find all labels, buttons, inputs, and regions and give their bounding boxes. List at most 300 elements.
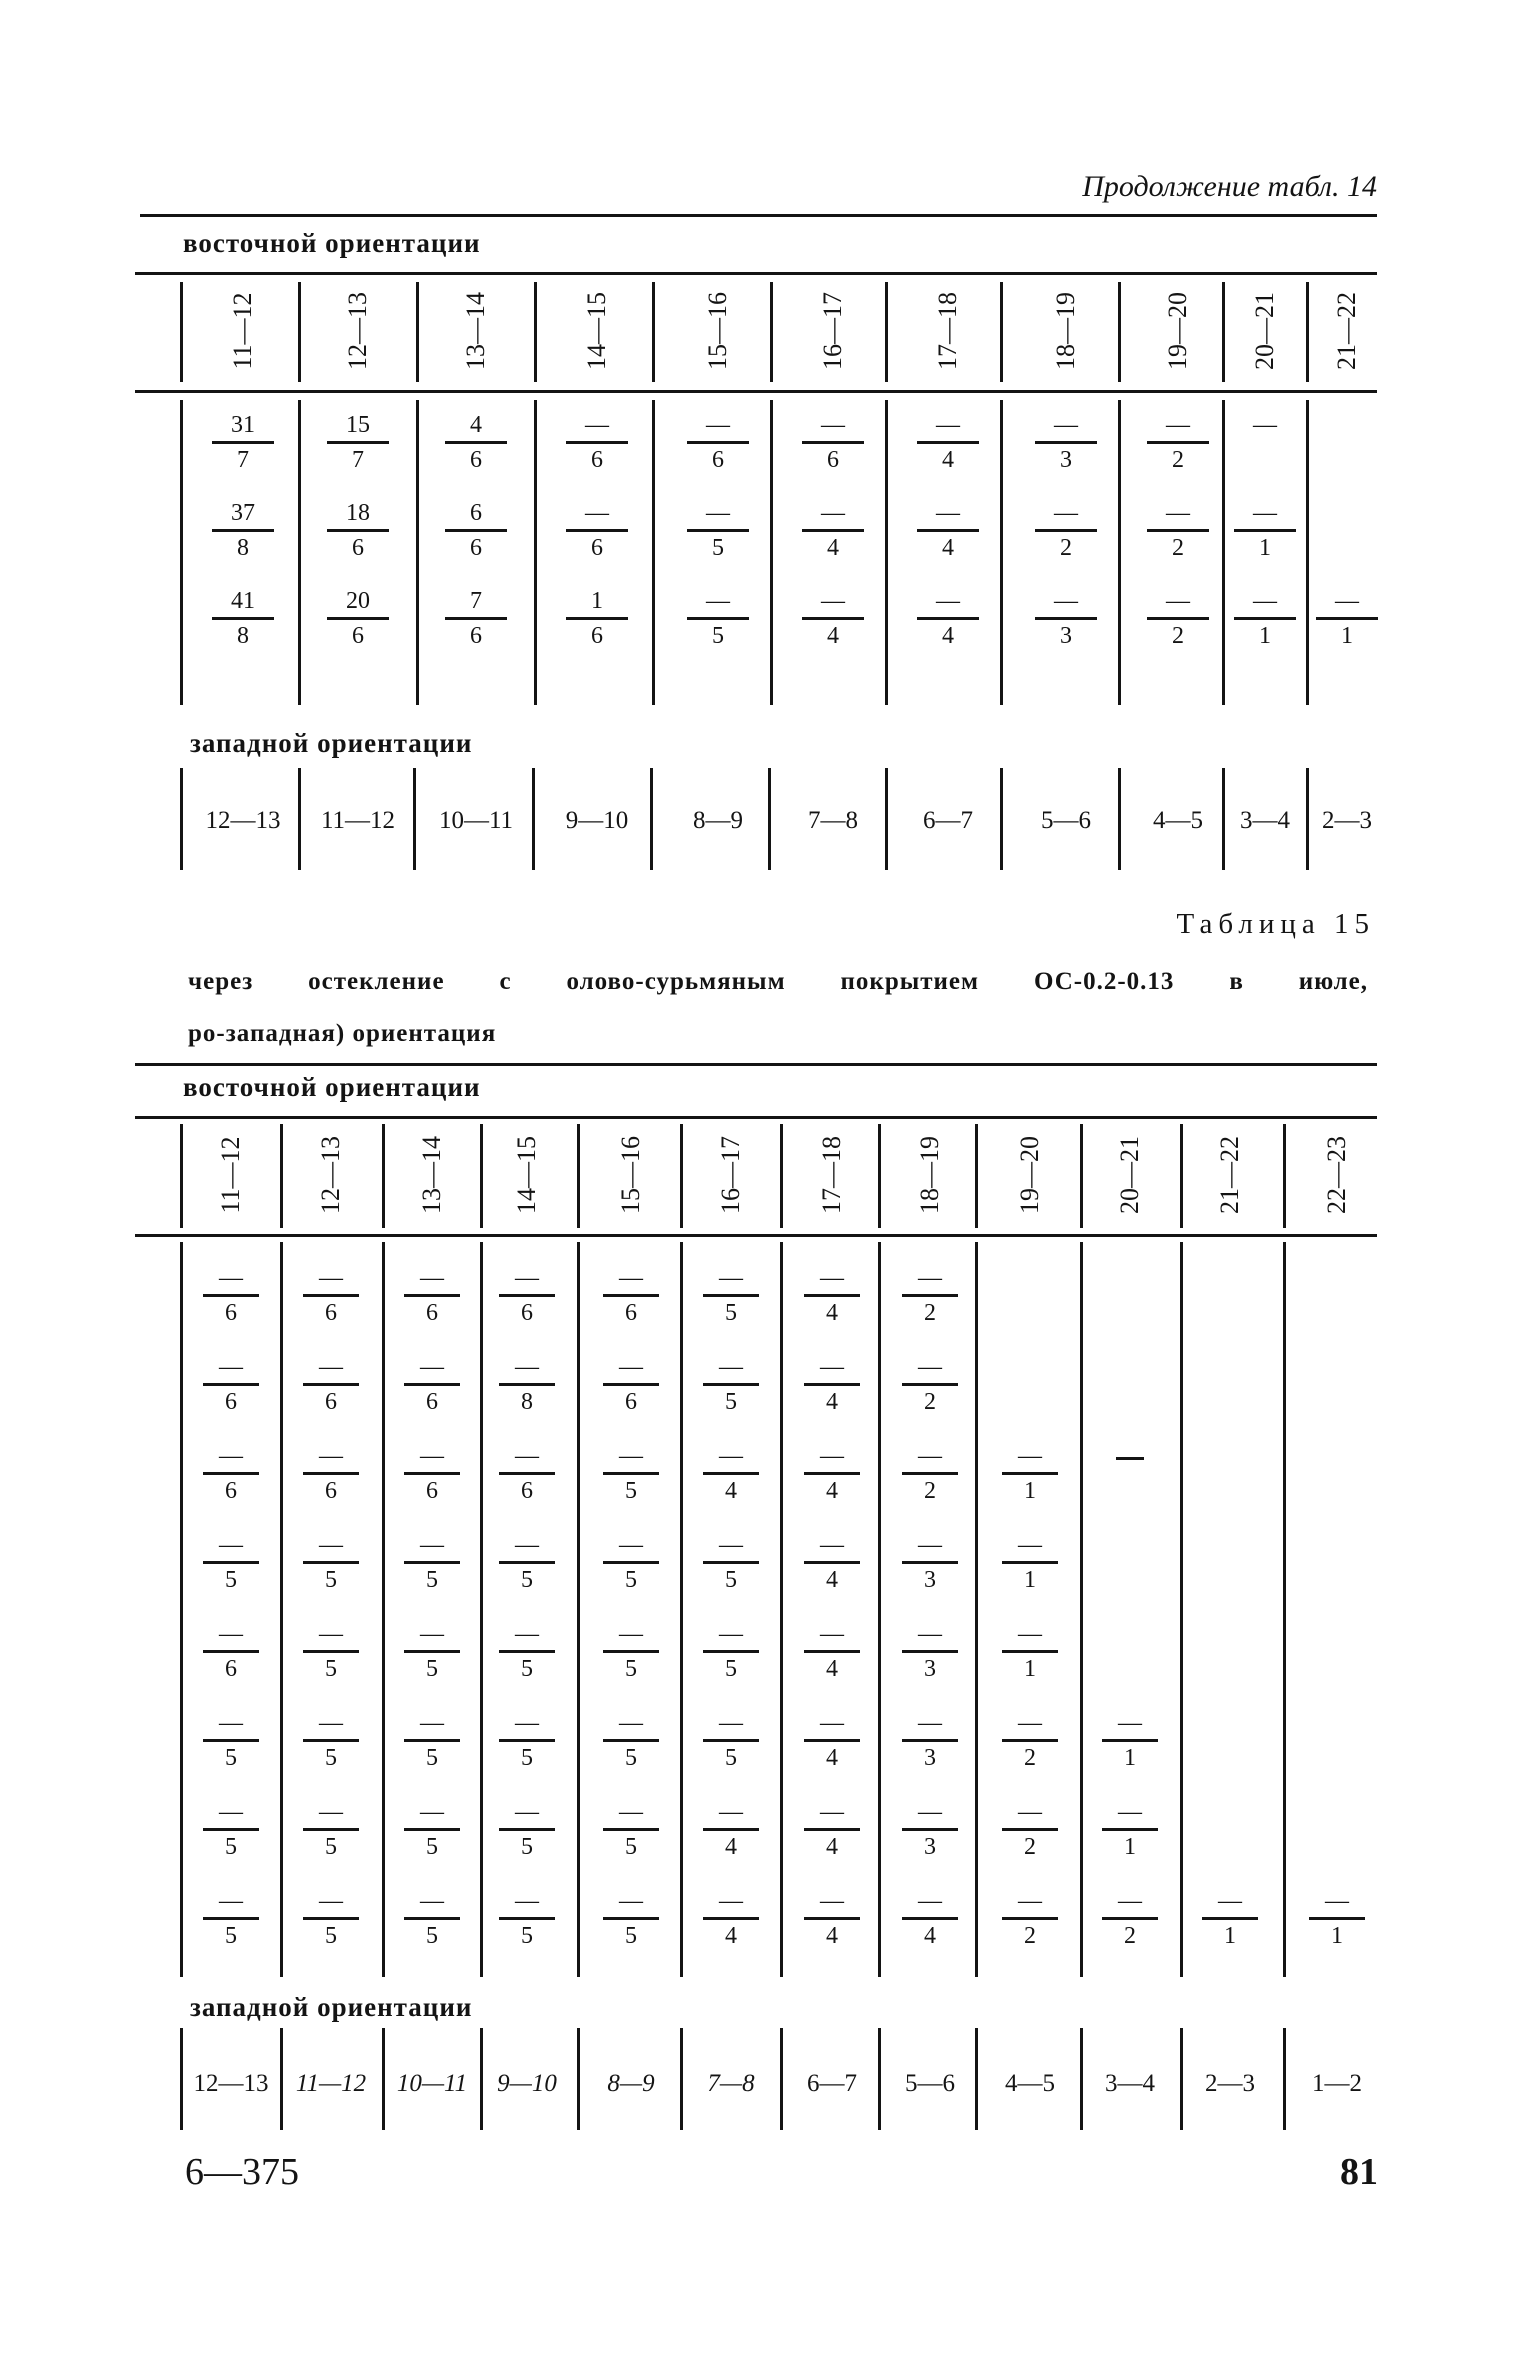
- table14-cell: [1234, 500, 1296, 561]
- table15-column-divider: [780, 1242, 783, 1977]
- table15-cell-numerator-dash: —: [319, 1532, 343, 1558]
- table14-cell: [212, 412, 274, 473]
- table15-cell: [603, 1621, 659, 1682]
- table15-fraction-bar: [902, 1294, 958, 1297]
- table15-cell: [1102, 1710, 1158, 1771]
- table15-cell-denominator: 1: [1124, 1834, 1136, 1860]
- table14-cell: [687, 588, 749, 649]
- table15-cell-numerator-dash: —: [820, 1265, 844, 1291]
- table14-east-label: восточной ориентации: [183, 228, 481, 258]
- table15-cell: [499, 1621, 555, 1682]
- table15-cell-denominator: 6: [625, 1300, 637, 1326]
- table15-fraction-bar: [703, 1383, 759, 1386]
- table15-cell-denominator: 6: [325, 1300, 337, 1326]
- table14-west-hour: 11—12: [320, 807, 396, 834]
- table15-fraction-bar: [404, 1917, 460, 1920]
- table14-fraction-bar: [445, 529, 507, 532]
- table15-cell: [404, 1443, 460, 1504]
- table15-cell-denominator: 3: [924, 1745, 936, 1771]
- table14-cell: [1035, 412, 1097, 473]
- table14-cell-numerator: —: [821, 588, 845, 614]
- table14-cell-numerator: —: [936, 412, 960, 438]
- table15-west-divider: [1283, 2028, 1286, 2130]
- table15-cell-denominator: 4: [725, 1923, 737, 1949]
- table15-fraction-bar: [804, 1383, 860, 1386]
- table15-column-divider: [577, 1242, 580, 1977]
- table15-cell-numerator-dash: —: [1218, 1888, 1242, 1914]
- table14-header-divider: [180, 282, 183, 382]
- table14-hour-header: 21—22: [1332, 292, 1361, 370]
- table15-cell-denominator: 1: [1024, 1656, 1036, 1682]
- table15-cell-numerator-dash: —: [515, 1443, 539, 1469]
- table14-cell-denominator: 2: [1172, 447, 1184, 473]
- table15-cell-numerator-dash: —: [219, 1888, 243, 1914]
- table14-cell-numerator: —: [706, 412, 730, 438]
- table15-cell-denominator: 5: [426, 1745, 438, 1771]
- table15-cell-denominator: 1: [1024, 1567, 1036, 1593]
- table15-cell: [603, 1354, 659, 1415]
- table15-dash-cell: [1116, 1457, 1144, 1460]
- table15-cell-numerator-dash: —: [918, 1710, 942, 1736]
- table15-cell-numerator-dash: —: [918, 1532, 942, 1558]
- table15-header-divider: [975, 1124, 978, 1228]
- table14-fraction-bar: [917, 529, 979, 532]
- table14-cell-numerator: —: [1054, 412, 1078, 438]
- table15-hour-header: 15—16: [616, 1136, 645, 1214]
- table15-cell-denominator: 4: [725, 1478, 737, 1504]
- table14-fraction-bar: [917, 441, 979, 444]
- table15-cell-denominator: 5: [725, 1389, 737, 1415]
- table15-fraction-bar: [303, 1383, 359, 1386]
- table15-fraction-bar: [404, 1383, 460, 1386]
- table15-cell: [1002, 1888, 1058, 1949]
- table15-cell-numerator-dash: —: [420, 1443, 444, 1469]
- table15-fraction-bar: [1102, 1739, 1158, 1742]
- table15-west-hour: 5—6: [905, 2070, 955, 2097]
- table15-cell: [902, 1799, 958, 1860]
- table15-cell-denominator: 2: [924, 1478, 936, 1504]
- table15-cell-numerator-dash: —: [1325, 1888, 1349, 1914]
- table15-cell: [404, 1265, 460, 1326]
- table15-cell: [603, 1265, 659, 1326]
- table14-fraction-bar: [327, 617, 389, 620]
- table15-cell: [804, 1799, 860, 1860]
- table14-cell-numerator: —: [1054, 500, 1078, 526]
- table15-fraction-bar: [804, 1472, 860, 1475]
- table14-cell-denominator: 6: [470, 447, 482, 473]
- table14-cell-denominator: 7: [237, 447, 249, 473]
- table14-west-hour: 3—4: [1240, 807, 1290, 834]
- table15-fraction-bar: [203, 1739, 259, 1742]
- table15-fraction-bar: [603, 1561, 659, 1564]
- table14-cell-numerator: 31: [231, 412, 255, 438]
- table15-fraction-bar: [499, 1294, 555, 1297]
- table14-west-hour: 4—5: [1153, 807, 1203, 834]
- table14-cell-denominator: 8: [237, 623, 249, 649]
- table15-cell: [603, 1443, 659, 1504]
- table15-west-hour: 10—11: [396, 2070, 468, 2097]
- table15-cell-denominator: 5: [325, 1923, 337, 1949]
- table14-fraction-bar: [566, 529, 628, 532]
- table14-cell-denominator: 5: [712, 535, 724, 561]
- page-number: 81: [1340, 2151, 1378, 2193]
- table15-cell: [603, 1710, 659, 1771]
- table15-column-divider: [1180, 1242, 1183, 1977]
- table14-west-divider: [180, 768, 183, 870]
- table15-hour-header: 13—14: [417, 1136, 446, 1214]
- table14-cell: [327, 588, 389, 649]
- table14-fraction-bar: [445, 617, 507, 620]
- table15-fraction-bar: [203, 1650, 259, 1653]
- table15-cell: [203, 1532, 259, 1593]
- table15-rule-top: [135, 1063, 1377, 1066]
- table15-fraction-bar: [703, 1472, 759, 1475]
- table14-header-divider: [770, 282, 773, 382]
- table15-fraction-bar: [303, 1561, 359, 1564]
- table15-cell: [804, 1532, 860, 1593]
- table14-cell-numerator: —: [821, 412, 845, 438]
- table15-fraction-bar: [1002, 1917, 1058, 1920]
- table15-column-divider: [680, 1242, 683, 1977]
- table15-header-divider: [780, 1124, 783, 1228]
- table15-fraction-bar: [203, 1917, 259, 1920]
- table15-cell-numerator-dash: —: [918, 1354, 942, 1380]
- table15-cell: [404, 1621, 460, 1682]
- table14-cell: [1035, 500, 1097, 561]
- table14-cell: [1147, 588, 1209, 649]
- table15-title: Таблица 15: [1176, 908, 1375, 940]
- table15-cell-denominator: 6: [225, 1478, 237, 1504]
- table15-cell-numerator-dash: —: [918, 1443, 942, 1469]
- table15-cell: [703, 1532, 759, 1593]
- table14-fraction-bar: [1035, 529, 1097, 532]
- table14-cell-denominator: 4: [827, 623, 839, 649]
- table14-cell-numerator: —: [1335, 588, 1359, 614]
- table15-cell: [603, 1888, 659, 1949]
- table15-west-hour: 1—2: [1312, 2070, 1362, 2097]
- table15-cell: [203, 1888, 259, 1949]
- table14-west-label: западной ориентации: [190, 728, 473, 758]
- table14-hour-header: 12—13: [343, 292, 372, 370]
- table15-west-hour: 11—12: [295, 2070, 367, 2097]
- table15-fraction-bar: [703, 1917, 759, 1920]
- table14-cell-denominator: 5: [712, 623, 724, 649]
- table15-west-divider: [577, 2028, 580, 2130]
- table15-cell: [1102, 1888, 1158, 1949]
- table14-cell-numerator: 7: [470, 588, 482, 614]
- table15-cell: [203, 1443, 259, 1504]
- table14-west-hour: 7—8: [808, 807, 858, 834]
- table15-cell: [404, 1799, 460, 1860]
- table15-cell-denominator: 5: [225, 1834, 237, 1860]
- table15-west-hour: 12—13: [193, 2070, 269, 2097]
- table15-cell-numerator-dash: —: [420, 1265, 444, 1291]
- table15-cell: [203, 1799, 259, 1860]
- table15-cell: [499, 1799, 555, 1860]
- table15-fraction-bar: [902, 1472, 958, 1475]
- table15-hour-header: 21—22: [1215, 1136, 1244, 1214]
- table15-cell-numerator-dash: —: [719, 1710, 743, 1736]
- table15-cell-denominator: 5: [625, 1478, 637, 1504]
- table15-hour-header: 11—12: [216, 1136, 245, 1214]
- table15-cell-numerator-dash: —: [820, 1532, 844, 1558]
- table15-column-divider: [480, 1242, 483, 1977]
- table15-cell: [703, 1888, 759, 1949]
- table15-cell-numerator-dash: —: [420, 1888, 444, 1914]
- table15-header-divider: [1180, 1124, 1183, 1228]
- table14-cell-numerator: 6: [470, 500, 482, 526]
- table15-column-divider: [382, 1242, 385, 1977]
- table15-caption-line1: через остекление с олово-сурьмяным покрытием ОС-0.2-0.13 в июле,: [188, 968, 1368, 995]
- table15-cell: [804, 1621, 860, 1682]
- table14-cell: [212, 588, 274, 649]
- table15-fraction-bar: [1002, 1739, 1058, 1742]
- table14-header-divider: [1118, 282, 1121, 382]
- table15-fraction-bar: [404, 1472, 460, 1475]
- table15-column-divider: [1080, 1242, 1083, 1977]
- table15-fraction-bar: [1002, 1828, 1058, 1831]
- table15-hour-header: 18—19: [915, 1136, 944, 1214]
- table15-cell-denominator: 5: [325, 1834, 337, 1860]
- table14-cell-denominator: 4: [942, 535, 954, 561]
- table15-cell-numerator-dash: —: [719, 1443, 743, 1469]
- table14-cell: [566, 412, 628, 473]
- table15-west-label: западной ориентации: [190, 1992, 473, 2022]
- table14-column-divider: [885, 400, 888, 705]
- table14-cell-denominator: 6: [712, 447, 724, 473]
- table15-cell-numerator-dash: —: [1118, 1888, 1142, 1914]
- table14-column-divider: [298, 400, 301, 705]
- table15-cell: [902, 1710, 958, 1771]
- table14-column-divider: [1118, 400, 1121, 705]
- table14-column-divider: [1306, 400, 1309, 705]
- table15-cell-denominator: 5: [725, 1300, 737, 1326]
- table15-cell-denominator: 5: [325, 1656, 337, 1682]
- table15-fraction-bar: [203, 1828, 259, 1831]
- table15-cell: [499, 1710, 555, 1771]
- table14-header-divider: [416, 282, 419, 382]
- table14-west-hour: 10—11: [438, 807, 514, 834]
- table15-cell-numerator-dash: —: [918, 1265, 942, 1291]
- table15-fraction-bar: [804, 1650, 860, 1653]
- table14-column-divider: [1000, 400, 1003, 705]
- table15-west-hour: 6—7: [807, 2070, 857, 2097]
- table14-fraction-bar: [802, 441, 864, 444]
- table15-cell-denominator: 2: [1024, 1923, 1036, 1949]
- top-rule: [140, 214, 1377, 217]
- table15-fraction-bar: [499, 1561, 555, 1564]
- table15-cell-denominator: 6: [521, 1300, 533, 1326]
- table15-cell: [499, 1265, 555, 1326]
- table15-fraction-bar: [804, 1561, 860, 1564]
- table15-cell-numerator-dash: —: [820, 1710, 844, 1736]
- table15-fraction-bar: [703, 1828, 759, 1831]
- table15-fraction-bar: [603, 1650, 659, 1653]
- table15-cell: [499, 1443, 555, 1504]
- table15-hour-header: 16—17: [716, 1136, 745, 1214]
- table14-fraction-bar: [1035, 617, 1097, 620]
- table15-cell-denominator: 3: [924, 1567, 936, 1593]
- table15-cell-denominator: 1: [1331, 1923, 1343, 1949]
- table14-cell-numerator: —: [821, 500, 845, 526]
- table14-cell-numerator: —: [706, 500, 730, 526]
- table15-cell-numerator-dash: —: [719, 1888, 743, 1914]
- table15-west-hour: 9—10: [497, 2070, 557, 2097]
- table14-cell-numerator: 15: [346, 412, 370, 438]
- table14-cell-denominator: 6: [827, 447, 839, 473]
- table14-cell: [1316, 588, 1378, 649]
- table14-cell-denominator: 6: [352, 623, 364, 649]
- table14-column-divider: [652, 400, 655, 705]
- continuation-heading: Продолжение табл. 14: [1082, 170, 1377, 203]
- table15-cell: [703, 1799, 759, 1860]
- table15-west-hour: 3—4: [1105, 2070, 1155, 2097]
- table15-cell-numerator-dash: —: [319, 1621, 343, 1647]
- table14-cell: [327, 412, 389, 473]
- table14-west-hour: 9—10: [565, 807, 629, 834]
- table15-west-hour: 2—3: [1205, 2070, 1255, 2097]
- table15-header-divider: [680, 1124, 683, 1228]
- table15-cell: [303, 1888, 359, 1949]
- table15-cell-denominator: 2: [924, 1300, 936, 1326]
- table15-cell: [404, 1354, 460, 1415]
- table15-hour-header: 14—15: [512, 1136, 541, 1214]
- table15-cell-denominator: 1: [1224, 1923, 1236, 1949]
- table15-cell-denominator: 5: [426, 1567, 438, 1593]
- table15-fraction-bar: [404, 1561, 460, 1564]
- table15-cell: [1102, 1799, 1158, 1860]
- table14-fraction-bar: [566, 441, 628, 444]
- table15-cell-numerator-dash: —: [515, 1710, 539, 1736]
- table15-header-divider: [577, 1124, 580, 1228]
- table15-cell-numerator-dash: —: [820, 1621, 844, 1647]
- table15-cell-denominator: 3: [924, 1834, 936, 1860]
- table15-cell-numerator-dash: —: [719, 1799, 743, 1825]
- table15-cell-numerator-dash: —: [619, 1532, 643, 1558]
- table14-fraction-bar: [1147, 441, 1209, 444]
- table15-cell-numerator-dash: —: [719, 1265, 743, 1291]
- table15-cell-denominator: 5: [225, 1745, 237, 1771]
- table15-cell-numerator-dash: —: [319, 1354, 343, 1380]
- table14-fraction-bar: [687, 617, 749, 620]
- table14-cell: [445, 500, 507, 561]
- table15-hour-header: 12—13: [316, 1136, 345, 1214]
- table15-cell-denominator: 4: [826, 1567, 838, 1593]
- table15-cell-numerator-dash: —: [515, 1888, 539, 1914]
- table14-cell-denominator: 8: [237, 535, 249, 561]
- table14-fraction-bar: [327, 441, 389, 444]
- table14-cell-numerator: 1: [591, 588, 603, 614]
- table15-fraction-bar: [404, 1650, 460, 1653]
- table15-fraction-bar: [404, 1828, 460, 1831]
- table15-fraction-bar: [1002, 1472, 1058, 1475]
- table15-cell-denominator: 6: [225, 1656, 237, 1682]
- table14-hour-header: 16—17: [818, 292, 847, 370]
- table15-fraction-bar: [603, 1383, 659, 1386]
- table15-fraction-bar: [902, 1561, 958, 1564]
- table14-cell: [566, 588, 628, 649]
- table15-column-divider: [975, 1242, 978, 1977]
- table15-cell-denominator: 4: [826, 1834, 838, 1860]
- table15-cell: [303, 1710, 359, 1771]
- table14-hour-header: 20—21: [1250, 292, 1279, 370]
- table15-cell-denominator: 5: [725, 1656, 737, 1682]
- table14-cell-denominator: 3: [1060, 447, 1072, 473]
- table14-hour-header: 11—12: [228, 292, 257, 370]
- table15-cell: [902, 1443, 958, 1504]
- table14-cell-denominator: 3: [1060, 623, 1072, 649]
- table15-fraction-bar: [703, 1561, 759, 1564]
- table14-cell-denominator: 2: [1060, 535, 1072, 561]
- table15-cell-denominator: 6: [426, 1478, 438, 1504]
- footer-code: 6—375: [185, 2151, 299, 2193]
- table15-cell-numerator-dash: —: [219, 1532, 243, 1558]
- table15-fraction-bar: [902, 1383, 958, 1386]
- table15-cell-numerator-dash: —: [820, 1354, 844, 1380]
- table15-cell: [902, 1888, 958, 1949]
- table15-cell-denominator: 5: [625, 1923, 637, 1949]
- table15-fraction-bar: [902, 1650, 958, 1653]
- table15-cell-denominator: 2: [1024, 1834, 1036, 1860]
- table15-cell-numerator-dash: —: [219, 1621, 243, 1647]
- table14-column-divider: [770, 400, 773, 705]
- table15-header-divider: [382, 1124, 385, 1228]
- table14-cell: [1147, 412, 1209, 473]
- table14-cell-numerator: —: [706, 588, 730, 614]
- table14-fraction-bar: [212, 617, 274, 620]
- table15-fraction-bar: [603, 1828, 659, 1831]
- table15-cell-denominator: 5: [521, 1656, 533, 1682]
- table14-cell: [445, 412, 507, 473]
- table15-fraction-bar: [499, 1383, 555, 1386]
- table14-cell-numerator: —: [1253, 412, 1277, 438]
- table14-header-divider: [1306, 282, 1309, 382]
- table15-fraction-bar: [203, 1383, 259, 1386]
- table14-hour-header: 13—14: [461, 292, 490, 370]
- table14-fraction-bar: [1234, 617, 1296, 620]
- table14-column-divider: [180, 400, 183, 705]
- table14-cell-denominator: 4: [942, 447, 954, 473]
- table15-cell-denominator: 5: [521, 1834, 533, 1860]
- table15-cell: [404, 1888, 460, 1949]
- table15-cell: [404, 1532, 460, 1593]
- table14-cell-numerator: —: [1166, 588, 1190, 614]
- table14-fraction-bar: [802, 529, 864, 532]
- table14-header-rule-bottom: [135, 390, 1377, 393]
- table15-cell-denominator: 6: [325, 1478, 337, 1504]
- table14-cell-numerator: —: [1166, 412, 1190, 438]
- table14-cell: [917, 412, 979, 473]
- table15-cell-numerator-dash: —: [619, 1265, 643, 1291]
- table15-east-label: восточной ориентации: [183, 1072, 481, 1102]
- table14-cell-numerator: —: [936, 500, 960, 526]
- table15-cell-numerator-dash: —: [619, 1443, 643, 1469]
- table14-cell-denominator: 1: [1259, 623, 1271, 649]
- table15-header-divider: [180, 1124, 183, 1228]
- table15-cell-denominator: 2: [1124, 1923, 1136, 1949]
- table15-cell-denominator: 5: [625, 1567, 637, 1593]
- table15-cell-numerator-dash: —: [420, 1532, 444, 1558]
- table14-fraction-bar: [687, 441, 749, 444]
- table15-fraction-bar: [703, 1294, 759, 1297]
- table14-cell: [1147, 500, 1209, 561]
- table15-cell-numerator-dash: —: [1118, 1710, 1142, 1736]
- table15-cell-numerator-dash: —: [515, 1799, 539, 1825]
- table15-cell: [703, 1710, 759, 1771]
- table15-west-hour: 8—9: [607, 2070, 655, 2097]
- table14-cell-denominator: 6: [352, 535, 364, 561]
- table15-fraction-bar: [499, 1472, 555, 1475]
